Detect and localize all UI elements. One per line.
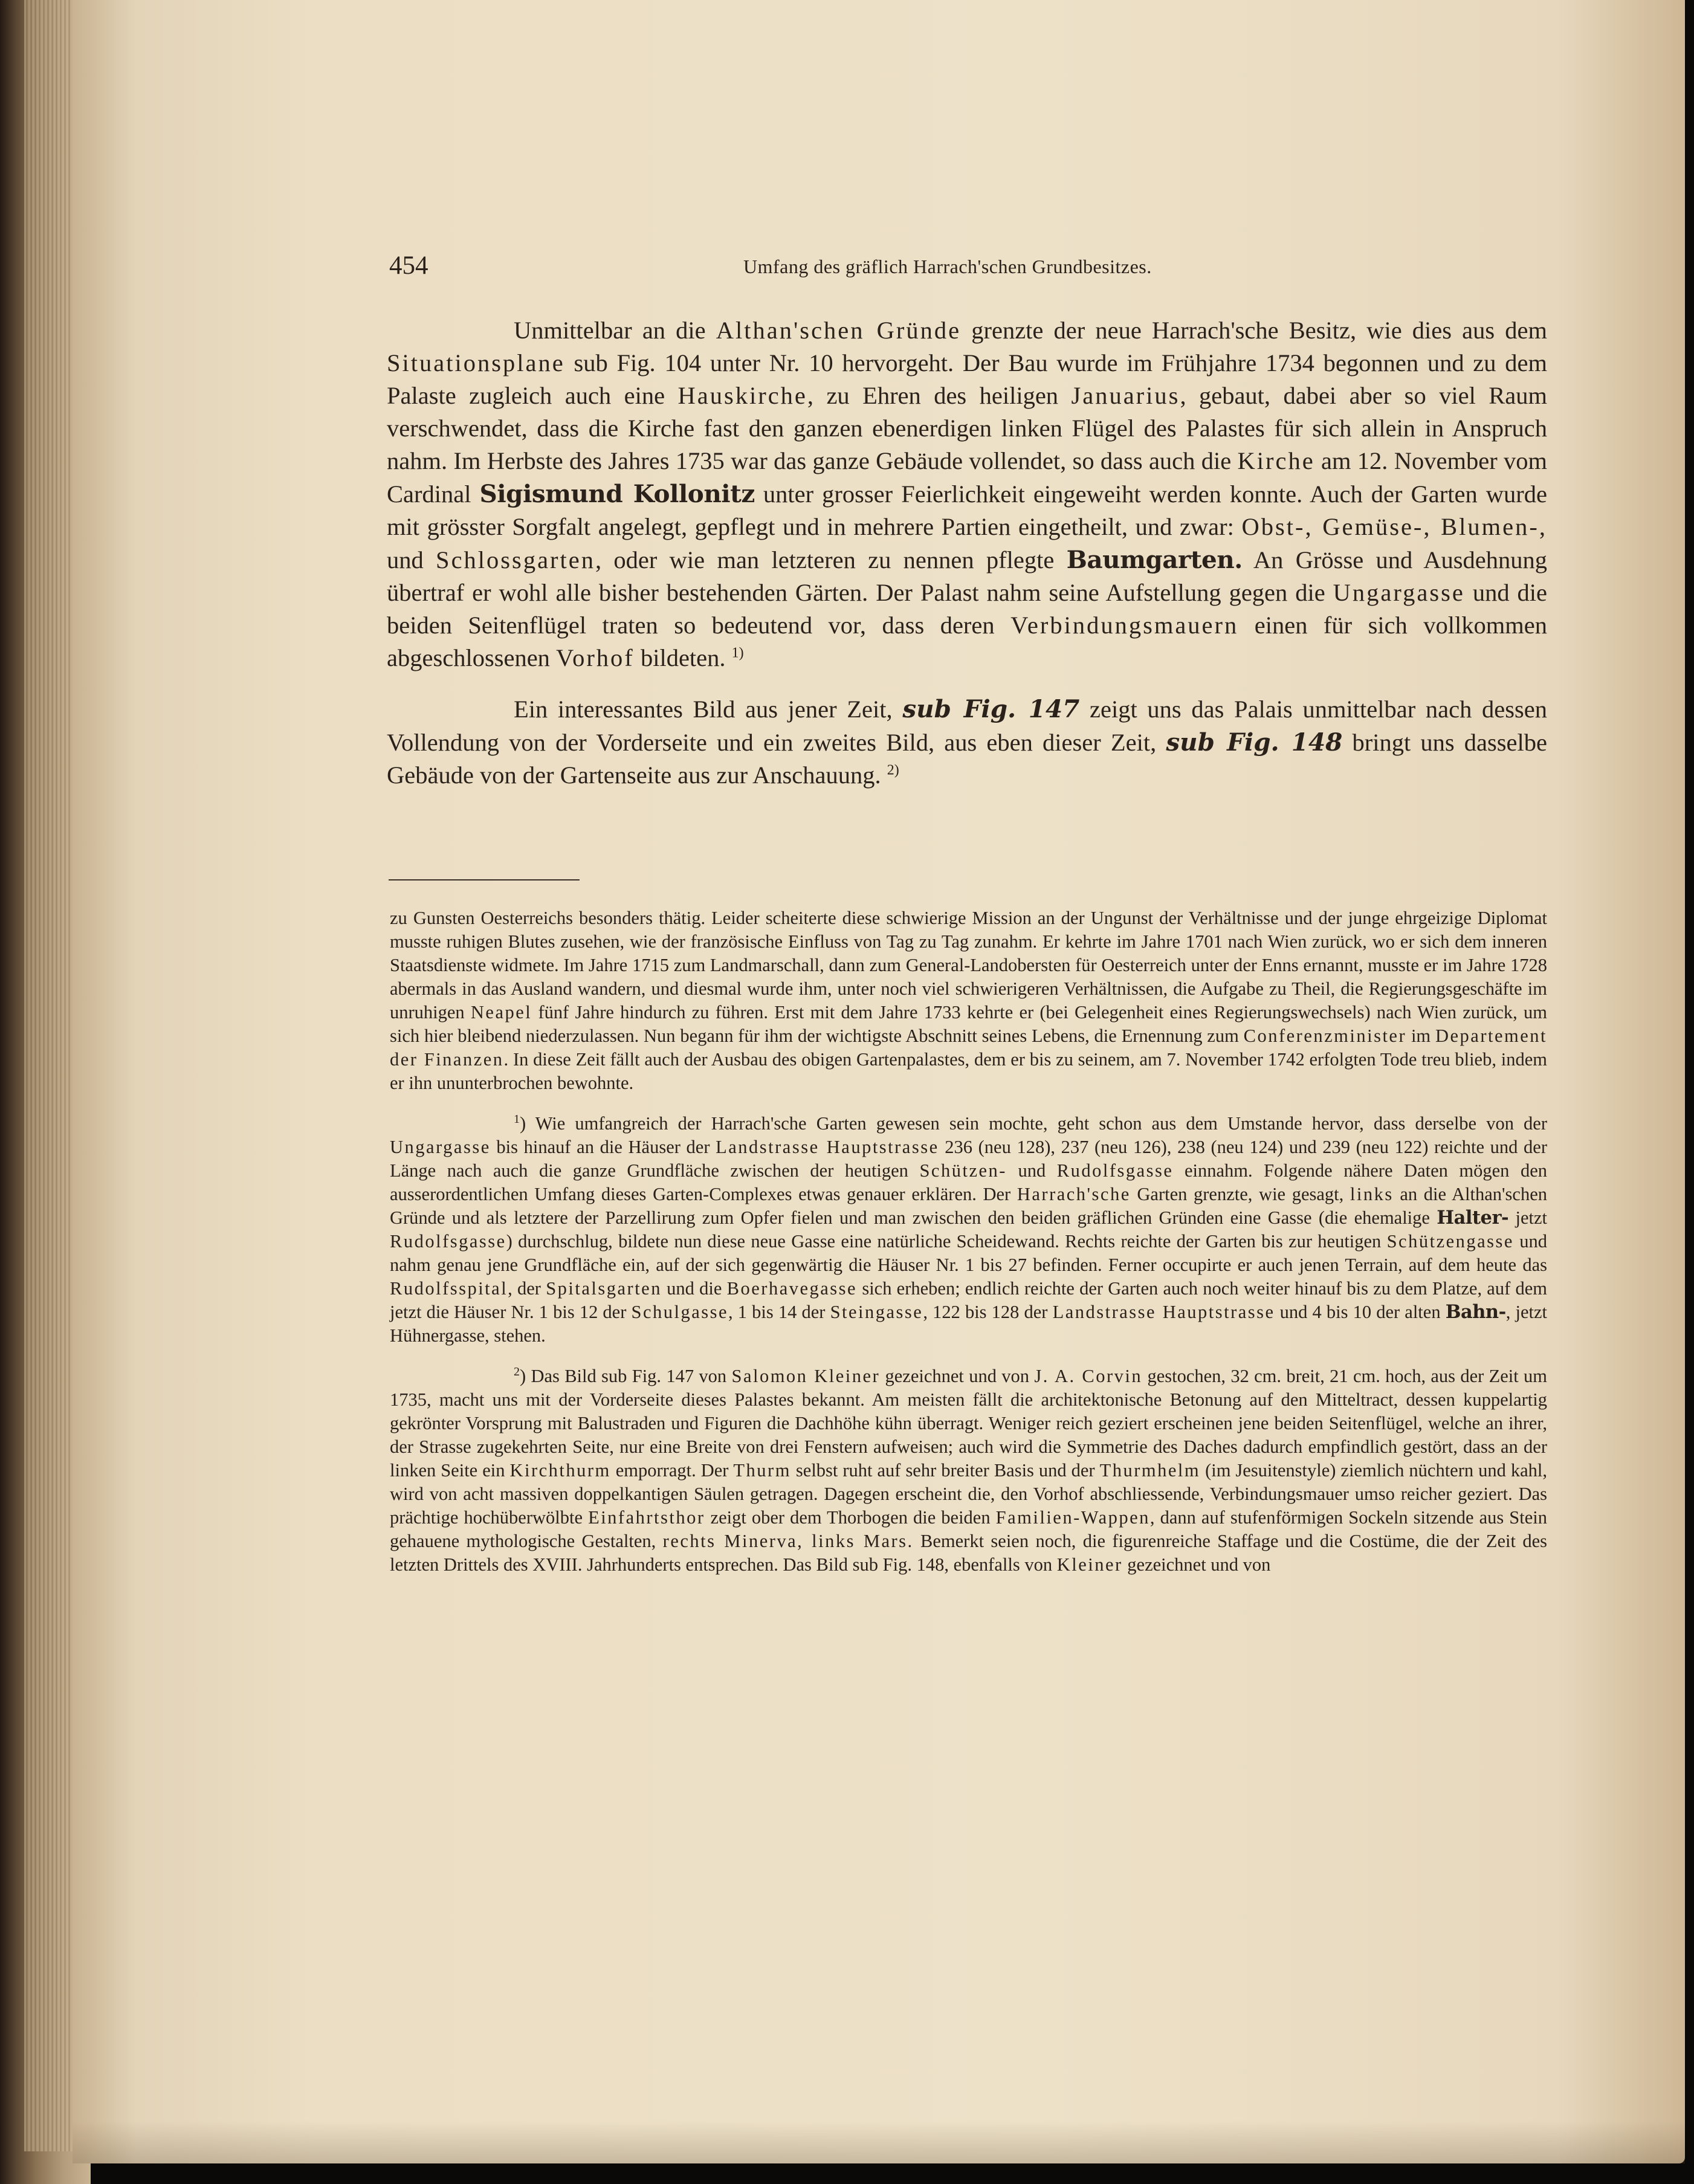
text-run: Kirche	[1237, 447, 1315, 474]
text-run: Neapel	[470, 1002, 532, 1023]
text-run: emporragt. Der	[610, 1460, 734, 1481]
text-run: Rudolfsspital	[390, 1278, 508, 1299]
text-run: und	[1006, 1160, 1057, 1181]
running-head-title: Umfang des gräflich Harrach'schen Grundbesitzes.	[743, 256, 1152, 277]
text-run: Schützengasse	[1386, 1231, 1514, 1252]
text-run: . In diese Zeit fällt auch der Ausbau des obigen Gartenpalastes, dem er bis zu seinem, am 7. November 1742 erfolgten Tode treu blieb, indem er ihn ununterbrochen bewohnte.	[390, 1049, 1547, 1093]
footnote-divider	[389, 879, 580, 880]
text-run: Althan'schen Gründe	[716, 317, 962, 344]
text-run: Schlossgarten	[436, 546, 596, 573]
text-run: jetzt	[1508, 1207, 1547, 1228]
text-run: Landstrasse Hauptstrasse	[716, 1137, 939, 1157]
text-run: Schulgasse	[631, 1302, 729, 1322]
text-run: Spitalsgarten	[546, 1278, 662, 1299]
text-run: selbst ruht auf sehr breiter Basis und der	[790, 1460, 1100, 1481]
text-run: Thurm	[733, 1460, 791, 1481]
text-run: Ungargasse	[390, 1137, 491, 1157]
text-run: Salomon Kleiner	[731, 1366, 881, 1386]
text-run: unter grosser Feierlichkeit eingeweiht werden konnte. Auch der Garten wurde mit grösster Sorgfalt angelegt, gepflegt und in mehrere Partien eingetheilt, und zwar:	[387, 480, 1547, 540]
paragraph-1	[387, 314, 1547, 674]
text-run: ) Wie umfangreich der Harrach'sche Garten gewesen sein mochte, geht schon aus dem Umstande hervor, dass derselbe von der	[520, 1113, 1547, 1134]
text-run: J. A. Corvin	[1034, 1366, 1143, 1386]
text-run: Steingasse	[830, 1302, 923, 1322]
text-run: Kirchthurm	[509, 1460, 611, 1481]
text-run: Boerhavegasse	[726, 1278, 858, 1299]
text-run: Bahn-	[1445, 1301, 1506, 1323]
text-run: Obst-, Gemüse-, Blumen-,	[1241, 513, 1547, 540]
text-run: einnahm. Folgende nähere Daten mögen den ausserordentlichen Umfang dieses Garten-Complexes etwas genauer erklären. Der	[390, 1160, 1547, 1204]
text-run: , 1 bis 14 der	[728, 1302, 830, 1322]
figure-ref-147: sub Fig. 147	[902, 694, 1080, 723]
footnote-1	[390, 1112, 1547, 1348]
text-run: zeigt uns das Palais unmittelbar nach dessen Vollendung von der Vorderseite und ein zweites Bild, aus eben dieser Zeit,	[387, 696, 1547, 756]
text-run: fünf Jahre hindurch zu führen. Erst mit dem Jahre 1733 kehrte er (bei Gelegenheit eines Regierungswechsels) nach Wien zurück, um sich hier bleibend niederzulassen. Nun begann für ihm der wichtigste Abschnitt seines Lebens, die Ernennung zum	[390, 1002, 1548, 1046]
text-run: Ein interessantes Bild aus jener Zeit,	[514, 696, 903, 723]
footnotes	[390, 906, 1547, 1577]
text-run: zu Gunsten Oesterreichs besonders thätig. Leider scheiterte diese schwierige Mission an der Ungunst der Verhältnisse und der junge ehrgeizige Diplomat musste ruhigen Blutes zusehen, wie der französische Einfluss von Tag zu Tag zunahm. Er kehrte im Jahre 1701 nach Wien zurück, wo er sich dem inneren Staatsdienste widmete. Im Jahre 1715 zum Landmarschall, dann zum General-Landobersten für Oesterreich unter der Enns ernannt, musste er im Jahre 1728 abermals in das Ausland wandern, und diesmal wurde ihm, unter noch viel schwierigeren Verhältnissen, die Aufgabe zu Theil, die Regierungsgeschäfte im unruhigen	[390, 908, 1547, 1023]
text-run: Verbindungsmauern	[1010, 612, 1239, 639]
term-baumgarten: Baumgarten.	[1066, 545, 1243, 574]
text-run: und 4 bis 10 der alten	[1275, 1302, 1446, 1322]
text-run: sub Fig. 104 unter Nr. 10 hervorgeht. Der Bau wurde im Frühjahre 1734 begonnen und zu dem Palaste zugleich auch eine	[387, 349, 1547, 409]
text-run: am 12. November vom Cardinal	[387, 447, 1547, 508]
text-run: Halter-	[1437, 1207, 1509, 1229]
text-run: bringt uns dasselbe Gebäude von der Gartenseite aus zur Anschauung.	[387, 729, 1547, 789]
text-run: 236 (neu 128), 237 (neu 126), 238 (neu 124) und 239 (neu 122) reichte und der Länge nach auch die ganze Grundfläche zwischen der heutigen	[390, 1137, 1547, 1181]
running-head	[387, 251, 1547, 287]
text-run: Rudolfsgasse	[1056, 1160, 1174, 1181]
footnote-ref-1: 1)	[731, 645, 744, 661]
text-run: einen für sich vollkommen abgeschlossenen	[387, 612, 1547, 671]
text-run: Ungargasse	[1333, 579, 1465, 606]
text-run: an die Althan'schen Gründe und als letztere der Parzellirung zum Opfer fielen und man zwischen den beiden gräflichen Gründen eine Gasse (die ehemalige	[390, 1184, 1547, 1228]
text-run: bildeten.	[634, 644, 732, 671]
text-run: An Grösse und Ausdehnung übertraf er wohl alle bisher bestehenden Gärten. Der Palast nahm seine Aufstellung gegen die	[387, 546, 1548, 606]
text-run: (im Jesuitenstyle) ziemlich nüchtern und kahl, wird von acht massiven doppelkantigen Säulen getragen. Dagegen erscheint die, den Vorhof abschliessende, Verbindungsmauer umso reicher geziert. Das prächtige hochüberwölbte	[390, 1460, 1547, 1528]
text-run: 1	[514, 1112, 520, 1126]
text-run: und nahm genau jene Grundfläche ein, auf der sich gegenwärtig die Häuser Nr. 1 bis 27 befinden. Ferner occupirte er auch jenen Terrain, auf dem heute das	[390, 1231, 1548, 1275]
book-page	[73, 0, 1685, 2163]
text-run: Bemerkt seien noch, die figurenreiche Staffage und die Costüme, die der Zeit des letzten Drittels des XVIII. Jahrhunderts entsprechen. Das Bild sub Fig. 148, ebenfalls von	[390, 1531, 1548, 1575]
text-run: Kleiner	[1056, 1554, 1123, 1575]
text-run: Familien-Wappen	[995, 1507, 1150, 1528]
text-run: Vorhof	[556, 644, 635, 671]
text-run: , der	[508, 1278, 546, 1299]
text-run: Situationsplane	[387, 349, 565, 376]
text-run: , oder wie man letzteren zu nennen pflegte	[595, 546, 1067, 573]
text-run: Landstrasse Hauptstrasse	[1052, 1302, 1275, 1322]
paragraph-2	[387, 693, 1547, 792]
text-run: gezeichnet und von	[1122, 1554, 1271, 1575]
text-run: , zu Ehren des heiligen	[807, 382, 1072, 409]
text-run: Conferenzminister	[1243, 1026, 1407, 1046]
text-run: Garten grenzte, wie gesagt,	[1130, 1184, 1350, 1204]
text-run: grenzte der neue Harrach'sche Besitz, wie dies aus dem	[961, 317, 1547, 344]
text-run: rechts Minerva, links Mars.	[662, 1531, 914, 1551]
footnote-ref-2: 2)	[887, 762, 899, 778]
text-run: , gebaut, dabei aber so viel Raum verschwendet, dass die Kirche fast den ganzen ebenerdigen linken Flügel des Palastes für sich allein in Anspruch nahm. Im Herbste des Jahres 1735 war das ganze Gebäude vollendet, so dass auch die	[387, 382, 1547, 474]
page-edges	[24, 0, 79, 2151]
text-run: bis hinauf an die Häuser der	[490, 1137, 716, 1157]
text-run: im	[1406, 1026, 1435, 1046]
main-text	[387, 314, 1547, 792]
text-run: Thurmhelm	[1099, 1460, 1201, 1481]
text-run: und	[387, 546, 436, 573]
text-run: Departement der Finanzen	[390, 1026, 1547, 1070]
text-run: gezeichnet und von	[880, 1366, 1035, 1386]
text-run: , dann auf stufenförmigen Sockeln sitzende aus Stein gehauene mythologische Gestalten,	[390, 1507, 1547, 1551]
text-run: gestochen, 32 cm. breit, 21 cm. hoch, aus der Zeit um 1735, macht uns mit der Vorderseite dieses Palastes bekannt. Am meisten fällt die architektonische Betonung auf den Mitteltract, dessen kuppelartig gekrönter Vorsprung mit Balustraden und Figuren die Dachhöhe kühn überragt. Weniger reich geziert erscheinen jene beiden Seitenflügel, welche an ihrer, der Strasse zugekehrten Seite, nur eine Breite von drei Fenstern aufweisen; auch wird die Symmetrie des Daches dadurch empfindlich gestört, dass an der linken Seite ein	[390, 1366, 1548, 1481]
name-sigismund-kollonitz: Sigismund Kollonitz	[479, 479, 755, 508]
text-run: Januarius	[1071, 382, 1180, 409]
figure-ref-148: sub Fig. 148	[1166, 728, 1343, 757]
text-run: Schützen-	[919, 1160, 1007, 1181]
text-run: Unmittelbar an die	[514, 317, 716, 344]
text-run: zeigt ober dem Thorbogen die beiden	[705, 1507, 996, 1528]
text-run: , jetzt Hühnergasse, stehen.	[390, 1302, 1547, 1346]
text-run: Hauskirche	[677, 382, 807, 409]
text-run: Einfahrtsthor	[588, 1507, 705, 1528]
text-run: ) durchschlug, bildete nun diese neue Gasse eine natürliche Scheidewand. Rechts reichte der Garten bis zur heutigen	[506, 1231, 1387, 1252]
text-run: , 122 bis 128 der	[923, 1302, 1053, 1322]
text-run: 2	[514, 1365, 520, 1378]
page-number: 454	[389, 251, 428, 280]
text-run: und die	[661, 1278, 727, 1299]
text-run: Rudolfsgasse	[390, 1231, 506, 1252]
text-run: Harrach'sche	[1017, 1184, 1131, 1204]
text-run: und die beiden Seitenflügel traten so bedeutend vor, dass deren	[387, 579, 1548, 639]
footnote-2	[390, 1365, 1547, 1577]
text-run: links	[1350, 1184, 1394, 1204]
text-run: ) Das Bild sub Fig. 147 von	[520, 1366, 732, 1386]
text-run: sich erheben; endlich reichte der Garten auch noch weiter hinauf bis zu dem Platze, auf dem jetzt die Häuser Nr. 1 bis 12 der	[390, 1278, 1547, 1322]
footnote-continuation	[390, 906, 1547, 1095]
